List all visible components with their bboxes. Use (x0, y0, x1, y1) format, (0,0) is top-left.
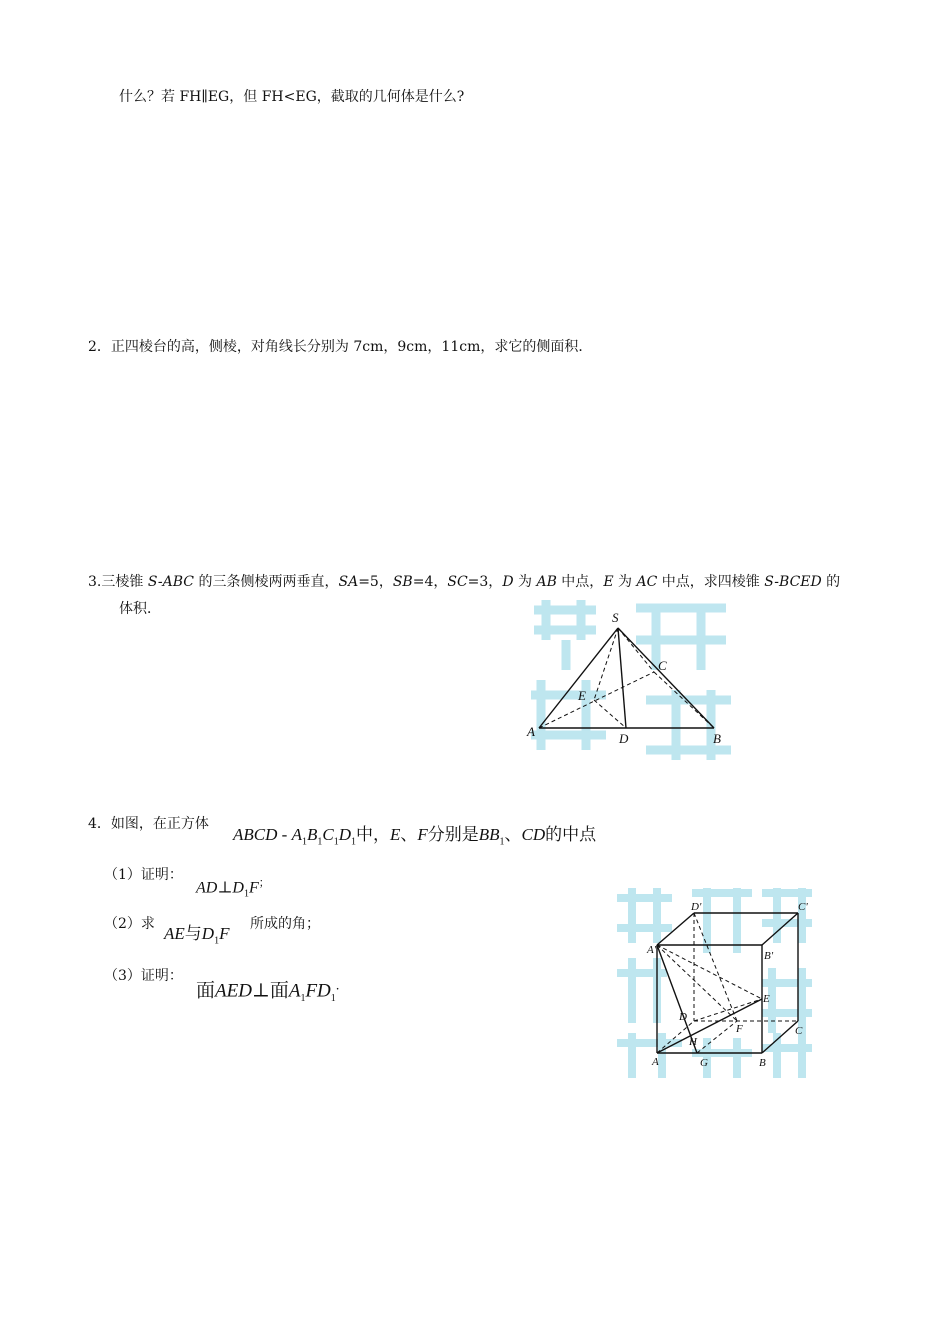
label-s: S (612, 610, 619, 625)
sub: 1 (214, 935, 220, 947)
q3-text: 的 (821, 574, 841, 590)
q3-var: AC (636, 574, 658, 590)
fd: FD (305, 980, 331, 1002)
label-a: A (527, 724, 535, 739)
label-h: H (689, 1036, 697, 1048)
label-d: D (679, 1011, 687, 1023)
aed: AED (215, 980, 252, 1002)
tail: ； (258, 877, 270, 889)
edge-gf (697, 1021, 737, 1053)
subquestion-2-expr (164, 924, 229, 951)
label-c: C (658, 658, 667, 673)
question-4-formula (233, 824, 596, 853)
end: 的中点 (545, 825, 597, 844)
label-f: F (736, 1023, 743, 1035)
zhong: 中， (355, 825, 390, 844)
question-1-tail: 什么？若 FH∥EG，但 FH<EG，截取的几何体是什么? (119, 89, 465, 105)
label-g: G (700, 1057, 708, 1069)
f: F (417, 825, 428, 844)
sep: 、 (400, 825, 418, 844)
q3-text: =5， (358, 574, 393, 590)
label-e: E (763, 993, 770, 1005)
q3-var: SB (392, 574, 413, 590)
expr: AD⊥D (196, 879, 244, 897)
q3-var: E (603, 574, 614, 590)
cube-figure (612, 883, 817, 1078)
mian: 面 (196, 980, 216, 1002)
cube-diagram (612, 883, 817, 1078)
q3-text: 中点， (556, 574, 604, 590)
b1: B (306, 825, 318, 844)
edge-ac (539, 672, 654, 728)
sub: 1 (300, 993, 306, 1005)
c1: C (322, 825, 334, 844)
q3-var: S-BCED (764, 574, 822, 590)
perp: ⊥ (251, 980, 270, 1002)
e: E (389, 825, 401, 844)
q3-var: D (502, 574, 514, 590)
sub: 1 (301, 836, 307, 848)
edge-a1f (657, 945, 737, 1021)
tail: ． (335, 978, 348, 992)
q3-text: 的三条侧棱两两垂直， (194, 574, 339, 590)
subquestion-3-expr (196, 972, 348, 1012)
subquestion-1-expr (196, 873, 270, 905)
watermark (531, 600, 731, 760)
sub: 1 (333, 836, 339, 848)
q3-text: =4， (412, 574, 448, 590)
subquestion-2-tail: 所成的角； (250, 916, 320, 932)
label-b: B (713, 731, 721, 746)
question-2 (88, 337, 592, 357)
q3-text: 为 (613, 574, 637, 590)
a1: A (291, 825, 302, 844)
question-2-number: 2． (88, 339, 111, 355)
edge-sd (618, 628, 626, 728)
dash: - (277, 825, 292, 844)
question-4-number: 4． (88, 816, 111, 832)
expr: F (248, 879, 259, 897)
q3-var: AB (536, 574, 557, 590)
a: A (288, 980, 301, 1002)
ae: AE (164, 924, 185, 943)
f: F (219, 924, 230, 943)
cd: CD (521, 825, 546, 844)
question-3-number: 3. (88, 574, 102, 590)
edge-se (594, 628, 618, 700)
label-b1: B' (764, 950, 774, 962)
fen-bie: 分别是 (427, 825, 479, 844)
label-d: D (619, 731, 629, 746)
sub: 1 (350, 836, 356, 848)
question-3 (88, 572, 840, 592)
watermark (617, 888, 812, 1078)
label-a: A (652, 1056, 659, 1068)
mian: 面 (269, 980, 289, 1002)
label-d1: D' (691, 901, 702, 913)
edge-de (694, 999, 762, 1021)
label-a1: A' (647, 944, 657, 956)
label-b: B (759, 1057, 766, 1069)
question-4 (88, 814, 209, 834)
sub: 1 (243, 888, 249, 900)
subquestion-2-label: （2）求 (104, 916, 155, 932)
question-4-intro: 如图，在正方体 (110, 816, 209, 832)
label-c: C (795, 1025, 803, 1037)
question-2-text: 正四棱台的高，侧棱，对角线长分别为 7cm，9cm，11cm，求它的侧面积． (110, 339, 593, 355)
edge-sa (539, 628, 618, 728)
edge-ed (594, 700, 626, 728)
q3-text: 为 (513, 574, 537, 590)
sub: 1 (317, 836, 323, 848)
label-e: E (578, 688, 586, 703)
sep: 、 (504, 825, 522, 844)
yu: 与 (184, 924, 202, 943)
cube-name: ABCD (233, 825, 278, 844)
d: D (201, 924, 215, 943)
q3-var: S-ABC (147, 574, 195, 590)
q3-var: SC (447, 574, 468, 590)
sub: 1 (330, 993, 336, 1005)
q3-var: SA (338, 574, 359, 590)
q3-text: 三棱锥 (101, 574, 148, 590)
edge-d1f (694, 913, 737, 1021)
label-c1: C' (798, 901, 808, 913)
q3-text: =3， (467, 574, 503, 590)
subquestion-1-label: （1）证明： (104, 867, 183, 883)
pyramid-diagram (526, 600, 741, 765)
q3-text: 中点，求四棱锥 (657, 574, 765, 590)
sub: 1 (499, 836, 505, 848)
pyramid-figure (526, 600, 741, 765)
bb: BB (478, 825, 500, 844)
d1: D (338, 825, 351, 844)
question-3-line-2: 体积． (119, 601, 161, 617)
edge-sc (618, 628, 654, 672)
subquestion-3-label: （3）证明： (104, 968, 183, 984)
